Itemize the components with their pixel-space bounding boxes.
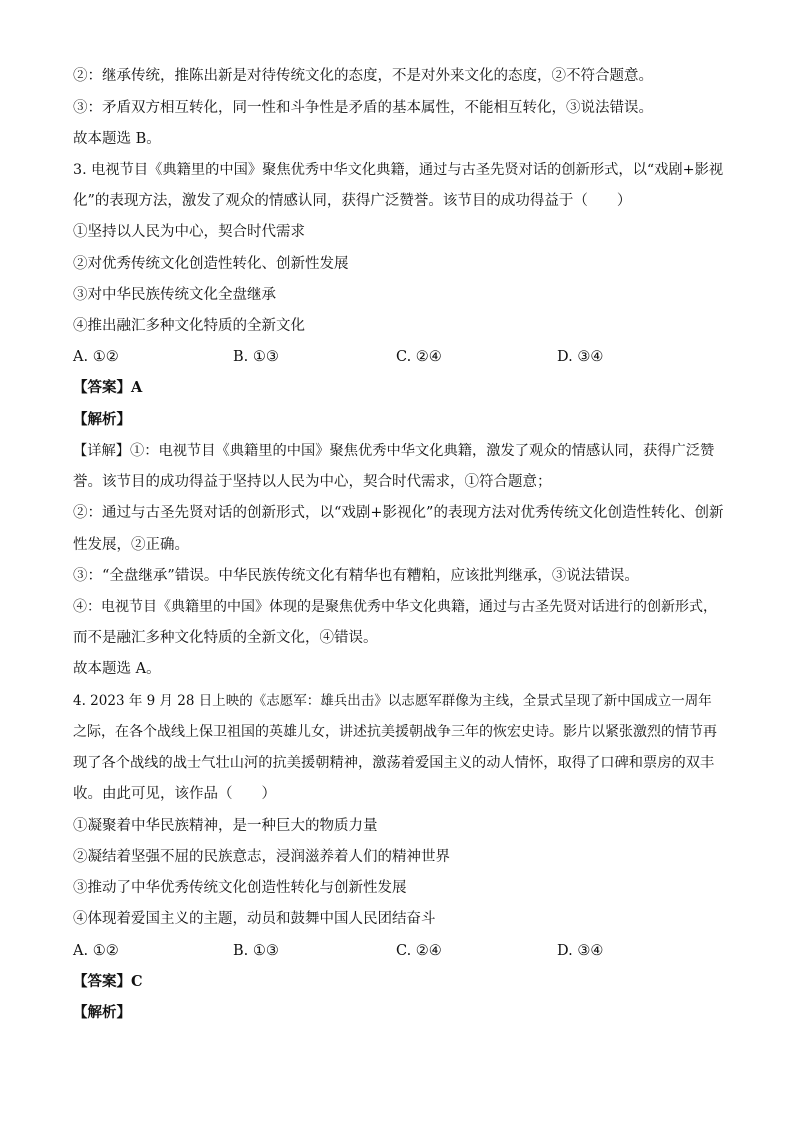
explanation-line: 而不是融汇多种文化特质的全新文化，④错误。	[73, 630, 378, 646]
question-4-option-d: D. ③④	[557, 943, 604, 959]
question-4-choice: ③推动了中华优秀传统文化创造性转化与创新性发展	[73, 880, 407, 896]
analysis-label: 【解析】	[73, 411, 131, 428]
explanation-line: 性发展，②正确。	[73, 537, 189, 553]
question-4-option-c: C. ②④	[396, 943, 442, 959]
question-3-choice: ②对优秀传统文化创造性转化、创新性发展	[73, 256, 349, 272]
text-line: ③：矛盾双方相互转化，同一性和斗争性是矛盾的基本属性，不能相互转化，③说法错误。	[73, 100, 653, 116]
explanation-line: ②：通过与古圣先贤对话的创新形式，以“戏剧+影视化”的表现方法对优秀传统文化创造性转化、创新	[73, 505, 724, 521]
question-4-stem: 4. 2023 年 9 月 28 日上映的《志愿军：雄兵出击》以志愿军群像为主线，全景式呈现了新中国成立一周年	[73, 693, 712, 709]
text-line: 故本题选 B。	[73, 131, 161, 147]
explanation-line: ③：“全盘继承”错误。中华民族传统文化有精华也有糟粕，应该批判继承，③说法错误。	[73, 568, 639, 584]
question-3-choice: ①坚持以人民为中心，契合时代需求	[73, 224, 305, 240]
text-line: 故本题选 A。	[73, 661, 161, 677]
question-3-option-a: A. ①②	[73, 349, 119, 365]
question-3-option-d: D. ③④	[557, 349, 604, 365]
explanation-line: 【详解】①：电视节目《典籍里的中国》聚焦优秀中华文化典籍，激发了观众的情感认同，获得广泛赞	[73, 443, 715, 459]
question-4-stem: 收。由此可见，该作品（ ）	[73, 786, 276, 802]
question-4-stem: 现了各个战线的战士气壮山河的抗美援朝精神，激荡着爱国主义的动人情怀，取得了口碑和票房的双丰	[73, 755, 715, 771]
question-4-choice: ①凝聚着中华民族精神，是一种巨大的物质力量	[73, 818, 378, 834]
question-3-stem: 3. 电视节目《典籍里的中国》聚焦优秀中华文化典籍，通过与古圣先贤对话的创新形式，以“戏剧+影视	[73, 162, 724, 178]
question-4-choice: ④体现着爱国主义的主题，动员和鼓舞中国人民团结奋斗	[73, 911, 436, 927]
analysis-label: 【解析】	[73, 1004, 131, 1021]
question-4-option-b: B. ①③	[233, 943, 279, 959]
text-line: ②：继承传统，推陈出新是对待传统文化的态度，不是对外来文化的态度，②不符合题意。	[73, 68, 653, 84]
answer-label: 【答案】A	[73, 379, 143, 396]
question-3-option-c: C. ②④	[396, 349, 442, 365]
question-4-option-a: A. ①②	[73, 943, 119, 959]
question-3-option-b: B. ①③	[233, 349, 279, 365]
answer-label: 【答案】C	[73, 973, 143, 990]
explanation-line: ④：电视节目《典籍里的中国》体现的是聚焦优秀中华文化典籍，通过与古圣先贤对话进行的创新形式，	[73, 599, 717, 615]
question-3-choice: ③对中华民族传统文化全盘继承	[73, 287, 276, 303]
explanation-line: 誉。该节目的成功得益于坚持以人民为中心，契合时代需求，①符合题意；	[73, 474, 552, 490]
question-3-stem: 化”的表现方法，激发了观众的情感认同，获得广泛赞誉。该节目的成功得益于（ ）	[73, 193, 632, 209]
question-3-choice: ④推出融汇多种文化特质的全新文化	[73, 318, 305, 334]
question-4-stem: 之际，在各个战线上保卫祖国的英雄儿女，讲述抗美援朝战争三年的恢宏史诗。影片以紧张激烈的情节再	[73, 724, 717, 740]
question-4-choice: ②凝结着坚强不屈的民族意志，浸润滋养着人们的精神世界	[73, 849, 450, 865]
